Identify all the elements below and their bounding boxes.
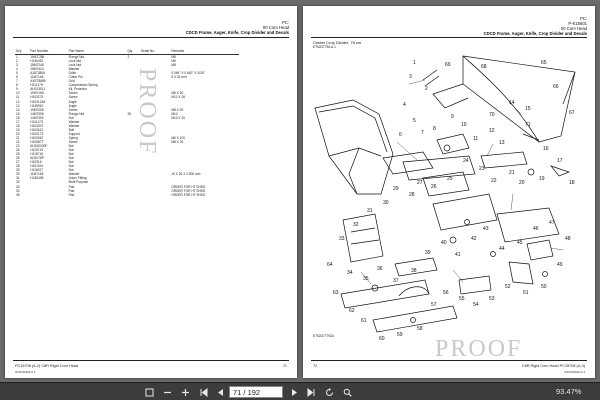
- last-page-icon[interactable]: [304, 386, 318, 398]
- callout-number: 28: [409, 192, 415, 198]
- callout-number: 38: [411, 268, 417, 274]
- table-cell: 29: [16, 168, 20, 173]
- footer-code: STOCK022.X.1: [564, 370, 585, 374]
- table-cell: Washer: [68, 123, 80, 128]
- table-cell: M8 X 25: [171, 139, 184, 144]
- table-cell: Nut: [68, 115, 74, 120]
- table-cell: Kit, Protector: [68, 87, 88, 92]
- table-cell: [140, 193, 171, 197]
- table-cell: Screw: [68, 95, 78, 100]
- table-cell: 24: [16, 148, 20, 153]
- table-cell: [29, 193, 67, 197]
- callout-number: 42: [471, 236, 477, 242]
- table-cell: H11117G: [30, 119, 44, 124]
- table-cell: Flange Nut: [68, 111, 85, 116]
- table-cell: H101041: [30, 164, 44, 169]
- footer-code: STOCK022.X.1: [15, 370, 36, 374]
- zoom-out-icon[interactable]: [160, 386, 174, 398]
- table-cell: ORDER FOR HT SHED: [171, 188, 206, 193]
- table-cell: Part: [68, 184, 75, 189]
- table-cell: Grid: [68, 79, 75, 84]
- callout-number: 64: [327, 262, 333, 268]
- table-cell: 20: [16, 131, 20, 136]
- page-number-input[interactable]: 71 / 192: [229, 386, 283, 398]
- table-cell: A187380A: [30, 71, 46, 76]
- callout-number: 7: [421, 130, 424, 136]
- table-cell: 25: [16, 152, 20, 157]
- table-cell: ORDER FOR HT SHED: [171, 192, 206, 197]
- search-icon[interactable]: [340, 386, 354, 398]
- callout-number: 25: [447, 176, 453, 182]
- callout-number: 27: [417, 180, 423, 186]
- table-cell: 14: [16, 107, 20, 112]
- table-cell: 19: [16, 127, 20, 132]
- table-cell: M10 X 20: [171, 115, 185, 120]
- callout-number: 16: [543, 146, 549, 152]
- callout-number: 43: [483, 226, 489, 232]
- callout-number: 54: [473, 302, 479, 308]
- table-cell: Nut: [68, 160, 74, 165]
- callout-number: 4: [403, 102, 406, 108]
- proof-watermark: PROOF: [134, 68, 160, 156]
- callout-number: 55: [459, 296, 465, 302]
- callout-number: 9: [451, 114, 454, 120]
- table-cell: Washer: [68, 172, 80, 177]
- table-cell: Angle: [68, 103, 77, 108]
- table-cell: H103279: [30, 95, 44, 100]
- footer-rule: [13, 360, 289, 361]
- table-cell: Flange Nut: [68, 55, 85, 59]
- table-cell: 18: [16, 123, 20, 128]
- zoom-level[interactable]: 93.47%: [556, 387, 582, 396]
- table-cell: 34: [16, 188, 20, 193]
- table-cell: Nut: [68, 168, 74, 173]
- callout-number: 8: [433, 126, 436, 132]
- callout-number: 3: [409, 74, 412, 80]
- table-cell: Union Fitting: [68, 176, 87, 181]
- table-cell: Spring: [68, 135, 78, 140]
- callout-number: 20: [519, 180, 525, 186]
- page-71: [5, 6, 297, 378]
- callout-number: 30: [383, 200, 389, 206]
- table-cell: 28M7414: [30, 67, 44, 72]
- callout-number: 45: [517, 240, 523, 246]
- table-cell: 12: [16, 99, 20, 104]
- callout-number: 11: [473, 136, 479, 142]
- column-header: Part Name: [68, 49, 127, 55]
- table-cell: Nut: [68, 152, 74, 157]
- table-cell: 5 X 32 mm: [171, 75, 187, 80]
- table-cell: 26: [16, 156, 20, 161]
- callout-number: 32: [353, 222, 359, 228]
- callout-number: 15: [525, 106, 531, 112]
- table-cell: 35: [16, 192, 20, 197]
- table-cell: ORDER FOR HT SHED: [171, 184, 206, 189]
- table-cell: 27: [16, 160, 20, 165]
- table-cell: 7: [16, 79, 18, 84]
- table-cell: M6: [171, 59, 176, 64]
- column-header: Key: [15, 49, 29, 55]
- callout-number: 21: [509, 170, 515, 176]
- table-cell: 9: [16, 87, 18, 92]
- header-title: CDCD Frame, Auger, Knife, Crop Divider and Decals: [483, 31, 587, 36]
- callout-number: 52: [505, 284, 511, 290]
- table-cell: AH213011: [30, 87, 46, 92]
- proof-watermark: PROOF: [435, 336, 523, 362]
- table-cell: 16: [16, 115, 20, 120]
- callout-number: 29: [393, 186, 399, 192]
- callout-number: 33: [339, 236, 345, 242]
- callout-number: 69: [445, 62, 451, 68]
- table-cell: Washer: [68, 67, 80, 72]
- callout-number: 59: [397, 332, 403, 338]
- callout-number: 66: [553, 84, 559, 90]
- table-cell: 8: [16, 83, 18, 88]
- callout-number: 22: [491, 178, 497, 184]
- page-number: 71: [282, 364, 287, 368]
- table-cell: 33: [16, 184, 20, 189]
- table-cell: [127, 193, 140, 197]
- callout-number: 12: [489, 128, 495, 134]
- table-cell: 2: [16, 59, 18, 64]
- table-cell: Support: [68, 131, 80, 136]
- table-cell: Cotter Pin: [68, 75, 83, 80]
- table-cell: H103307: [30, 123, 44, 128]
- table-cell: 19M7056: [30, 107, 44, 112]
- next-page-icon[interactable]: [287, 386, 301, 398]
- callout-number: 47: [549, 220, 555, 226]
- figure-id-bottom: ETN2377792A: [313, 334, 334, 338]
- callout-number: 14: [509, 100, 515, 106]
- table-cell: M10 X 26: [171, 95, 185, 100]
- table-cell: Part: [68, 188, 75, 193]
- viewer-toolbar: [0, 382, 600, 400]
- table-cell: M8 X 30: [171, 91, 184, 96]
- table-cell: 28: [16, 164, 20, 169]
- table-cell: M6 X 100: [171, 135, 185, 140]
- callout-number: 51: [523, 290, 529, 296]
- table-cell: Multi Purpose: [68, 180, 89, 185]
- table-cell: Screw: [68, 91, 78, 96]
- prev-page-icon[interactable]: [213, 386, 227, 398]
- table-cell: 6: [16, 75, 18, 80]
- callout-number: 44: [499, 246, 505, 252]
- column-header: Remarks: [170, 49, 239, 55]
- header-code: PC:: [580, 16, 587, 21]
- first-page-icon[interactable]: [196, 386, 210, 398]
- callout-number: 1: [413, 60, 416, 66]
- table-cell: 18M7248: [30, 63, 44, 68]
- exploded-parts-diagram: [313, 44, 585, 344]
- table-cell: 11M7148: [30, 75, 44, 80]
- callout-number: 57: [431, 302, 437, 308]
- footer-rule: [311, 360, 587, 361]
- callout-number: 37: [393, 278, 399, 284]
- table-cell: Screw: [68, 139, 78, 144]
- table-cell: H135910: [30, 103, 44, 108]
- table-cell: 22: [16, 139, 20, 144]
- callout-number: 24: [463, 158, 469, 164]
- callout-number: 40: [441, 240, 447, 246]
- divider-hood-outline: [463, 56, 575, 142]
- table-cell: H115716: [30, 152, 43, 157]
- header-code: PC:: [282, 20, 289, 25]
- callout-number: 18: [569, 180, 575, 186]
- figure-title: Center Crop Divider, 76 cm: [313, 40, 362, 45]
- table-cell: Lock Nut: [68, 59, 82, 64]
- callout-number: 50: [541, 284, 547, 290]
- table-cell: 11: [16, 95, 20, 100]
- table-cell: M8 X 30: [171, 107, 184, 112]
- table-cell: H11117H: [30, 83, 44, 88]
- table-cell: 10: [16, 91, 20, 96]
- table-cell: H102173: [30, 131, 44, 136]
- header-title: CDCD Frame, Auger, Knife, Crop Divider and Decals: [185, 30, 289, 35]
- table-cell: 15 X 26 X 2.500 mm: [171, 172, 201, 177]
- callout-number: 65: [541, 60, 547, 66]
- table-cell: 19M7165: [30, 91, 44, 96]
- table-cell: 5: [16, 71, 18, 76]
- callout-number: 17: [557, 158, 563, 164]
- table-cell: Washer: [68, 119, 80, 124]
- callout-number: 5: [413, 118, 416, 124]
- page-72: [303, 6, 595, 378]
- table-cell: 32: [16, 180, 20, 185]
- zoom-in-icon[interactable]: [178, 386, 192, 398]
- header-rule: [311, 37, 587, 38]
- callout-number: 6: [399, 132, 402, 138]
- callout-number: 19: [539, 176, 545, 182]
- callout-number: 39: [425, 250, 431, 256]
- table-cell: H10301F: [30, 135, 44, 140]
- callout-number: 13: [499, 140, 505, 146]
- table-cell: 26: [127, 111, 132, 116]
- callout-number: 58: [417, 326, 423, 332]
- table-cell: M8: [171, 55, 176, 59]
- callout-number: 53: [489, 296, 495, 302]
- figure-id: ETN23779A A-1: [313, 45, 336, 49]
- fit-page-icon[interactable]: [142, 386, 156, 398]
- table-cell: Bolt: [68, 127, 75, 132]
- callout-number: 71: [525, 122, 531, 128]
- callout-number: 35: [363, 276, 369, 282]
- callout-number: 10: [461, 122, 467, 128]
- table-cell: Nut: [68, 144, 74, 149]
- table-cell: Compression Spring: [68, 83, 98, 88]
- table-cell: Screw: [68, 107, 78, 112]
- table-cell: H136451: [30, 59, 44, 64]
- table-cell: M10: [171, 111, 178, 116]
- table-cell: Angle: [68, 99, 77, 104]
- table-cell: Grille: [68, 71, 77, 76]
- callout-number: 2: [425, 86, 428, 92]
- table-cell: 14M7390: [30, 115, 44, 120]
- table-cell: 2: [127, 55, 130, 59]
- page-number: 72: [313, 364, 318, 368]
- table-cell: 31: [16, 176, 20, 181]
- rotate-icon[interactable]: [322, 386, 336, 398]
- table-cell: Part: [68, 192, 75, 197]
- table-cell: H115715: [30, 148, 43, 153]
- table-cell: 1: [16, 55, 18, 59]
- callout-number: 48: [565, 236, 571, 242]
- table-cell: AXE78689: [30, 79, 46, 84]
- callout-number: 68: [481, 64, 487, 70]
- table-cell: 17: [16, 119, 20, 124]
- table-cell: 0.046" X 0.640" X 3/18": [171, 71, 205, 76]
- table-cell: AH152030F: [30, 144, 48, 149]
- page-header: [484, 16, 587, 36]
- callout-number: 23: [479, 166, 485, 172]
- table-cell: Nut: [68, 156, 74, 161]
- table-cell: H10316: [30, 160, 42, 165]
- page-header: [186, 20, 289, 35]
- table-cell: 3: [16, 63, 18, 68]
- header-rule: [13, 37, 289, 38]
- table-cell: 23: [16, 144, 20, 149]
- table-cell: Nut: [68, 148, 74, 153]
- callout-number: 49: [557, 262, 563, 268]
- column-header: Serial No.: [140, 49, 171, 55]
- table-row: [15, 193, 239, 197]
- header-section: 00 Corn Head: [262, 25, 289, 30]
- callout-number: 46: [533, 226, 539, 232]
- table-cell: H135408: [30, 176, 44, 181]
- table-cell: Lock Nut: [68, 63, 82, 68]
- table-cell: M8: [171, 63, 176, 68]
- table-cell: 4: [16, 67, 18, 72]
- callout-number: 34: [347, 270, 353, 276]
- header-code-2: P-K15601: [568, 21, 587, 26]
- parts-table: [15, 49, 239, 197]
- table-cell: H10587T: [30, 139, 44, 144]
- table-cell: 14M7396: [30, 111, 44, 116]
- table-cell: AH1078P: [30, 156, 44, 161]
- callout-number: 60: [379, 336, 385, 342]
- table-cell: 11M7165: [30, 172, 44, 177]
- callout-number: 63: [333, 290, 339, 296]
- callout-number: 26: [431, 184, 437, 190]
- table-cell: 1M4T.286: [30, 55, 45, 59]
- table-cell: H10312A4: [30, 99, 46, 104]
- table-cell: H103012: [30, 127, 44, 132]
- table-cell: 30: [16, 172, 20, 177]
- callout-number: 70: [489, 112, 495, 118]
- column-header: Part Number: [29, 49, 67, 55]
- callout-number: 67: [569, 110, 575, 116]
- table-cell: 21: [16, 135, 20, 140]
- footer-text: C8R Rigid Corn Head PC15708 (A-3): [521, 364, 585, 368]
- callout-number: 31: [367, 208, 373, 214]
- footer-text: PC15708 (A-2) C8R Rigid Corn Head: [15, 364, 79, 368]
- callout-number: 56: [443, 290, 449, 296]
- table-cell: 13: [16, 103, 20, 108]
- callout-number: 61: [361, 318, 367, 324]
- callout-number: 36: [377, 266, 383, 272]
- column-header: Qty: [127, 49, 140, 55]
- table-cell: Nut: [68, 164, 74, 169]
- callout-number: 62: [349, 308, 355, 314]
- table-cell: 15: [16, 111, 20, 116]
- callout-number: 41: [455, 252, 461, 258]
- table-cell: H116027: [30, 168, 43, 173]
- header-section: 00 Corn Head: [560, 26, 587, 31]
